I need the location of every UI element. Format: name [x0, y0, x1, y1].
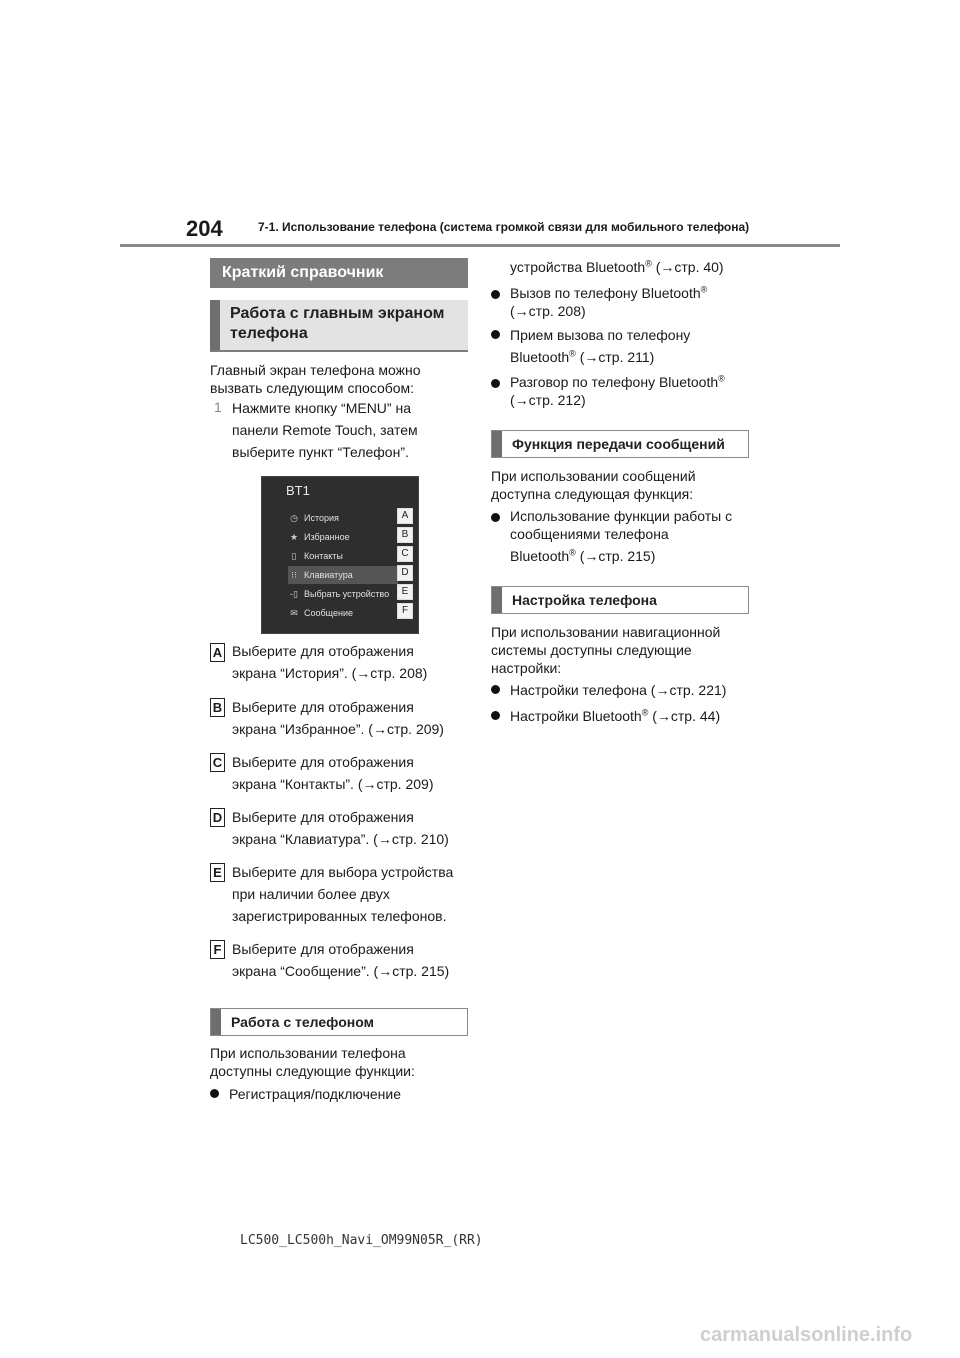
registered-mark: ®: [645, 258, 652, 269]
phone-ops-intro-line1: При использовании телефона: [210, 1045, 406, 1061]
star-icon: ★: [289, 532, 299, 542]
phone-ops-tab: [211, 1009, 221, 1035]
clock-icon: ◷: [290, 513, 298, 523]
phone-ops-title: Работа с телефоном: [231, 1014, 374, 1030]
step-line2: панели Remote Touch, затем: [232, 422, 418, 438]
item-letter-a: A: [210, 643, 225, 662]
phone-ops-header: [210, 1008, 468, 1036]
registered-mark: ®: [569, 348, 576, 359]
screen-row-favorites: [288, 528, 398, 546]
messaging-intro-line1: При использовании сообщений: [491, 468, 696, 484]
intro-text: [210, 361, 421, 397]
item-c-line2: экрана “Контакты”. (→стр. 209): [232, 776, 434, 792]
step-line3: выберите пункт “Телефон”.: [232, 444, 409, 460]
screen-label-f: F: [397, 603, 413, 619]
bluetooth-text: Bluetooth: [510, 349, 570, 365]
watermark: carmanualsonline.info: [700, 1324, 913, 1346]
screen-label-a: A: [397, 508, 413, 524]
bullet-text: Настройки Bluetooth: [510, 708, 642, 724]
screen-row-select-device: [288, 585, 398, 603]
settings-header: [491, 586, 749, 614]
bluetooth-text: устройства Bluetooth: [510, 259, 646, 275]
bluetooth-text: Bluetooth: [510, 548, 570, 564]
screen-row-label: Избранное: [304, 532, 350, 542]
item-letter-d: D: [210, 808, 225, 827]
phone-ops-intro-line2: доступны следующие функции:: [210, 1063, 415, 1079]
screen-row-keypad: [288, 566, 398, 584]
item-d-line1: Выберите для отображения: [232, 809, 414, 825]
item-b-line1: Выберите для отображения: [232, 699, 414, 715]
phone-book-icon: ▯: [291, 551, 297, 561]
settings-bullet-bluetooth: [510, 705, 720, 727]
bullet-text: Вызов по телефону Bluetooth: [510, 285, 701, 301]
page-number: 204: [186, 216, 223, 241]
step-line1: Нажмите кнопку “MENU” на: [232, 400, 411, 416]
item-e-line2: при наличии более двух: [232, 886, 390, 902]
settings-intro-line2: системы доступны следующие: [491, 642, 692, 658]
item-b: [232, 696, 444, 740]
messaging-bullet: [510, 507, 732, 567]
intro-line2: вызвать следующим способом:: [210, 380, 415, 396]
bullet-text: Разговор по телефону Bluetooth: [510, 374, 719, 390]
screen-label-b: B: [397, 527, 413, 543]
phone-ops-intro: [210, 1044, 415, 1080]
header-rule: [120, 244, 840, 247]
bullet-text: Прием вызова по телефону: [510, 327, 691, 343]
item-e-line3: зарегистрированных телефонов.: [232, 908, 447, 924]
settings-title: Настройка телефона: [512, 592, 657, 608]
document-footer: LC500_LC500h_Navi_OM99N05R_(RR): [240, 1233, 483, 1248]
quick-ref-title: Краткий справочник: [222, 264, 384, 281]
settings-intro: [491, 623, 720, 677]
screen-row-label: Сообщение: [304, 608, 353, 618]
phone-ops-bullet-receive: [510, 324, 690, 368]
bullet-text: сообщениями телефона: [510, 526, 669, 542]
screen-title: BT1: [286, 483, 310, 498]
item-a-line2: экрана “История”. (→стр. 208): [232, 665, 428, 681]
item-b-line2: экрана “Избранное”. (→стр. 209): [232, 721, 444, 737]
main-screen-subheader: [210, 300, 468, 352]
envelope-icon: ✉: [290, 608, 298, 618]
screen-row-label: Контакты: [304, 551, 343, 561]
screen-label-d: D: [397, 565, 413, 581]
item-a-line1: Выберите для отображения: [232, 643, 414, 659]
messaging-intro-line2: доступна следующая функция:: [491, 486, 694, 502]
step-number: 1: [214, 399, 222, 415]
settings-intro-line3: настройки:: [491, 660, 562, 676]
phone-ops-bullet-talk: [510, 373, 725, 409]
screen-row-messages: [288, 604, 398, 622]
subheader-line1: Работа с главным экраном: [230, 305, 445, 322]
item-c-line1: Выберите для отображения: [232, 754, 414, 770]
phone-screen-image: [261, 476, 419, 634]
quick-ref-bar: [210, 258, 468, 288]
item-f-line1: Выберите для отображения: [232, 941, 414, 957]
item-letter-e: E: [210, 863, 225, 882]
bullet-text: Использование функции работы с: [510, 508, 733, 524]
item-d: [232, 806, 449, 850]
section-title: 7-1. Использование телефона (система громкой связи для мобильного телефона): [258, 220, 750, 234]
messaging-header: [491, 430, 749, 458]
screen-row-history: [288, 509, 398, 527]
screen-row-label: История: [304, 513, 339, 523]
phone-ops-bullet-register-cont: [510, 256, 724, 278]
registered-mark: ®: [569, 547, 576, 558]
item-f-line2: экрана “Сообщение”. (→стр. 215): [232, 963, 450, 979]
screen-row-label: Клавиатура: [304, 570, 353, 580]
item-f: [232, 938, 449, 982]
keypad-icon: ⁝⁝: [291, 570, 297, 580]
intro-line1: Главный экран телефона можно: [210, 362, 421, 378]
registered-mark: ®: [700, 284, 708, 295]
step-text: [232, 397, 418, 463]
page-ref: (→стр. 44): [648, 708, 721, 724]
page-ref: (→стр. 212): [510, 392, 586, 408]
screen-label-e: E: [397, 584, 413, 600]
page-ref: (→стр. 215): [575, 548, 656, 564]
device-icon: -▯: [290, 589, 298, 599]
registered-mark: ®: [641, 707, 649, 718]
subheader-line2: телефона: [230, 325, 308, 342]
item-letter-c: C: [210, 753, 225, 772]
settings-bullet-phone: Настройки телефона (→стр. 221): [510, 679, 726, 701]
phone-ops-bullet-register: Регистрация/подключение: [229, 1083, 401, 1105]
item-letter-f: F: [210, 940, 225, 959]
item-letter-b: B: [210, 698, 225, 717]
settings-tab: [492, 587, 502, 613]
page-ref: (→стр. 208): [510, 303, 586, 319]
screen-row-label: Выбрать устройство: [304, 589, 390, 599]
subheader-tab: [210, 300, 220, 350]
page-ref: (→стр. 40): [651, 259, 724, 275]
item-e-line1: Выберите для выбора устройства: [232, 864, 454, 880]
item-c: [232, 751, 433, 795]
item-a: [232, 640, 427, 684]
screen-row-contacts: [288, 547, 398, 565]
item-d-line2: экрана “Клавиатура”. (→стр. 210): [232, 831, 449, 847]
page-ref: (→стр. 211): [575, 349, 655, 365]
messaging-intro: [491, 467, 696, 503]
settings-intro-line1: При использовании навигационной: [491, 624, 721, 640]
item-e: [232, 861, 453, 927]
messaging-tab: [492, 431, 502, 457]
messaging-title: Функция передачи сообщений: [512, 436, 725, 452]
phone-ops-bullet-call: [510, 284, 707, 320]
screen-label-c: C: [397, 546, 413, 562]
registered-mark: ®: [718, 373, 725, 384]
